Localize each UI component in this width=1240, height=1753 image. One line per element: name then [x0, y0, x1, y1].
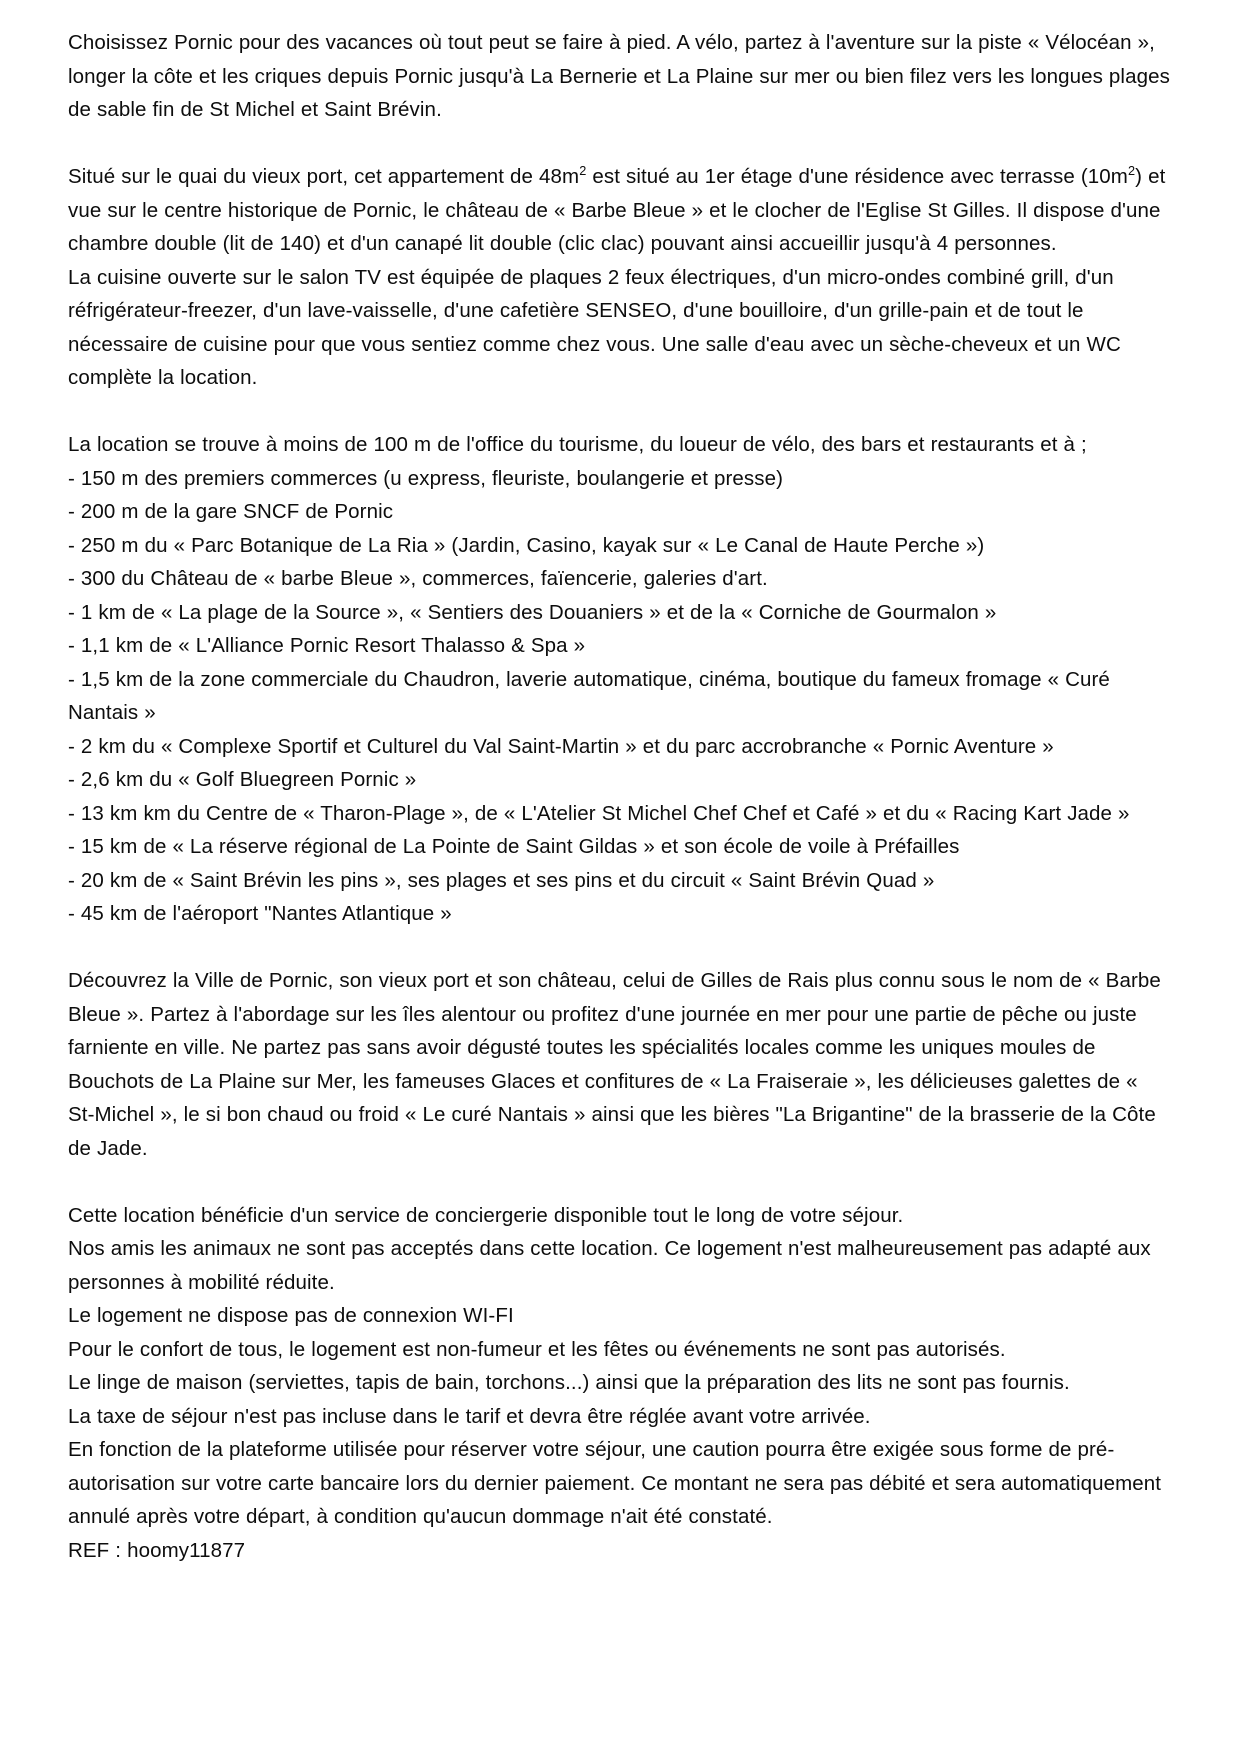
paragraph-spacer	[68, 1165, 1170, 1199]
text-run: - 2,6 km du « Golf Bluegreen Pornic »	[68, 768, 417, 791]
paragraph-distance-20km	[68, 864, 1170, 898]
paragraph-distance-45km	[68, 897, 1170, 931]
text-run: Situé sur le quai du vieux port, cet appartement de 48m	[68, 165, 580, 188]
text-run: - 13 km km du Centre de « Tharon-Plage », de « L'Atelier St Michel Chef Chef et Café » et du « Racing Kart Jade »	[68, 801, 1130, 825]
text-run: ) et vue sur le centre historique de Pornic, le château de « Barbe Bleue » et le clocher de l'Eglise St Gilles. Il dispose d'une chambre double (lit de 140) et d'un canapé lit double (clic clac) pouvant ainsi accueillir jusqu'à 4 personnes.	[68, 165, 1166, 255]
paragraph-distance-2km	[68, 730, 1170, 764]
text-run: - 15 km de « La réserve régional de La Pointe de Saint Gildas » et son école de voile à Préfailles	[68, 835, 960, 858]
paragraph-distance-300m	[68, 562, 1170, 596]
paragraph-caution	[68, 1433, 1170, 1534]
paragraph-intro	[68, 26, 1170, 127]
text-run: REF : hoomy11877	[68, 1538, 246, 1562]
paragraph-spacer	[68, 395, 1170, 429]
paragraph-distance-150m	[68, 462, 1170, 496]
text-run: Découvrez la Ville de Pornic, son vieux port et son château, celui de Gilles de Rais plus connu sous le nom de « Barbe Bleue ». Partez à l'abordage sur les îles alentour ou profitez d'une journée en mer pour une partie de pêche ou juste farniente en ville. Ne partez pas sans avoir dégusté toutes les spécialités locales comme les uniques moules de Bouchots de La Plaine sur Mer, les fameuses Glaces et confitures de « La Fraiseraie », les délicieuses galettes de « St-Michel », le si bon chaud ou froid « Le curé Nantais » ainsi que les bières "La Brigantine" de la brasserie de la Côte de Jade.	[68, 969, 1161, 1160]
paragraph-distance-1km	[68, 596, 1170, 630]
text-run: - 200 m de la gare SNCF de Pornic	[68, 500, 394, 523]
paragraph-conciergerie	[68, 1199, 1170, 1233]
text-run: Le linge de maison (serviettes, tapis de bain, torchons...) ainsi que la préparation des lits ne sont pas fournis.	[68, 1371, 1070, 1394]
paragraph-animaux-mobilite	[68, 1232, 1170, 1299]
superscript-text: 2	[1127, 163, 1136, 179]
text-run: Nos amis les animaux ne sont pas acceptés dans cette location. Ce logement n'est malheureusement pas adapté aux personnes à mobilité réduite.	[68, 1237, 1151, 1294]
text-run: La taxe de séjour n'est pas incluse dans le tarif et devra être réglée avant votre arrivée.	[68, 1404, 871, 1428]
text-run: - 20 km de « Saint Brévin les pins », ses plages et ses pins et du circuit « Saint Brévin Quad »	[68, 868, 935, 892]
text-run: - 45 km de l'aéroport "Nantes Atlantique »	[68, 902, 452, 925]
text-run: - 1 km de « La plage de la Source », « Sentiers des Douaniers » et de la « Corniche de Gourmalon »	[68, 600, 997, 624]
text-run: - 1,5 km de la zone commerciale du Chaudron, laverie automatique, cinéma, boutique du fameux fromage « Curé Nantais »	[68, 667, 1110, 724]
paragraph-spacer	[68, 127, 1170, 161]
text-run: En fonction de la plateforme utilisée pour réserver votre séjour, une caution pourra être exigée sous forme de pré-autorisation sur votre carte bancaire lors du dernier paiement. Ce montant ne sera pas débité et sera automatiquement annulé après votre départ, à condition qu'aucun dommage n'ait été constaté.	[68, 1438, 1162, 1528]
text-run: Cette location bénéficie d'un service de conciergerie disponible tout le long de votre séjour.	[68, 1203, 904, 1227]
paragraph-distance-1-1km	[68, 629, 1170, 663]
text-run: - 1,1 km de « L'Alliance Pornic Resort Thalasso & Spa »	[68, 634, 586, 657]
paragraph-distance-250m	[68, 529, 1170, 563]
paragraph-distance-13km	[68, 797, 1170, 831]
paragraph-distance-2-6km	[68, 763, 1170, 797]
paragraph-distance-200m	[68, 495, 1170, 529]
listing-description-text	[68, 26, 1170, 1567]
text-run: La location se trouve à moins de 100 m de l'office du tourisme, du loueur de vélo, des bars et restaurants et à ;	[68, 433, 1087, 456]
text-run: - 300 du Château de « barbe Bleue », commerces, faïencerie, galeries d'art.	[68, 567, 768, 590]
text-run: Pour le confort de tous, le logement est non-fumeur et les fêtes ou événements ne sont pas autorisés.	[68, 1337, 1006, 1361]
text-run: Le logement ne dispose pas de connexion WI-FI	[68, 1304, 514, 1327]
text-run: est situé au 1er étage d'une résidence avec terrasse (10m	[586, 165, 1128, 188]
text-run: - 150 m des premiers commerces (u express, fleuriste, boulangerie et presse)	[68, 466, 784, 490]
paragraph-taxe-sejour	[68, 1400, 1170, 1434]
text-run: La cuisine ouverte sur le salon TV est équipée de plaques 2 feux électriques, d'un micro-ondes combiné grill, d'un réfrigérateur-freezer, d'un lave-vaisselle, d'une cafetière SENSEO, d'une bouilloire, d'un grille-pain et de tout le nécessaire de cuisine pour que vous sentiez comme chez vous. Une salle d'eau avec un sèche-cheveux et un WC complète la location.	[68, 265, 1121, 389]
paragraph-situation-intro	[68, 428, 1170, 462]
text-run: - 250 m du « Parc Botanique de La Ria » (Jardin, Casino, kayak sur « Le Canal de Haute Perche »)	[68, 533, 985, 557]
text-run: Choisissez Pornic pour des vacances où tout peut se faire à pied. A vélo, partez à l'aventure sur la piste « Vélocéan », longer la côte et les criques depuis Pornic jusqu'à La Bernerie et La Plaine sur mer ou bien filez vers les longues plages de sable fin de St Michel et Saint Brévin.	[68, 31, 1170, 121]
paragraph-non-fumeur	[68, 1333, 1170, 1367]
paragraph-decouverte-ville	[68, 964, 1170, 1165]
paragraph-linge	[68, 1366, 1170, 1400]
paragraph-reference	[68, 1534, 1170, 1568]
paragraph-distance-15km	[68, 830, 1170, 864]
paragraph-description-logement	[68, 160, 1170, 261]
paragraph-spacer	[68, 931, 1170, 965]
superscript-text: 2	[579, 163, 587, 179]
text-run: - 2 km du « Complexe Sportif et Culturel du Val Saint-Martin » et du parc accrobranche « Pornic Aventure »	[68, 734, 1054, 758]
paragraph-description-cuisine	[68, 261, 1170, 395]
paragraph-distance-1-5km	[68, 663, 1170, 730]
paragraph-wifi	[68, 1299, 1170, 1333]
